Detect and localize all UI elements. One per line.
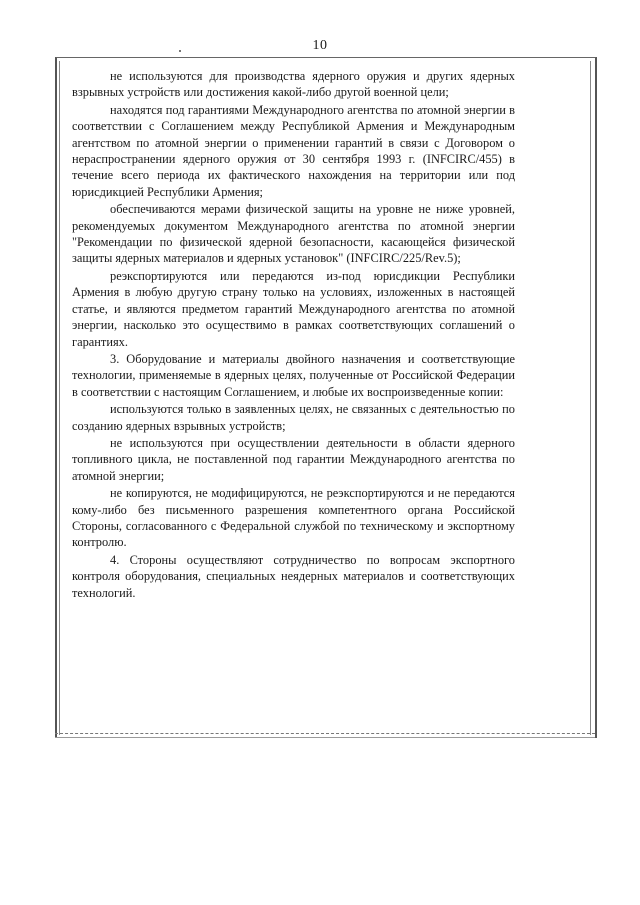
page-number: 10	[312, 38, 328, 53]
paragraph-reexport-conditions: реэкспортируются или передаются из-под юрисдикции Республики Армения в любую другую страну только на условиях, изложенных в настоящей статье, и являются предметом гарантий Международного агентства по атомной энергии, насколько это осуществимо в рамках соответствующих соглашений о гарантиях.	[72, 268, 515, 349]
paragraph-weapons-exclusion: не используются для производства ядерного оружия и других ядерных взрывных устройств или достижения какой-либо другой военной цели;	[72, 69, 515, 100]
page-frame-bottom-line	[55, 737, 595, 738]
paragraph-declared-purposes: используются только в заявленных целях, не связанных с деятельностью по созданию ядерных взрывных устройств;	[72, 402, 515, 433]
page-frame-bottom	[55, 733, 595, 734]
scan-mark	[179, 50, 181, 52]
paragraph-section-3: 3. Оборудование и материалы двойного назначения и соответствующие технологии, применяемые в ядерных целях, полученные от Российской Федерации в соответствии с настоящим Соглашением, и любые их воспроизведенные копии:	[72, 351, 515, 399]
document-body	[72, 68, 515, 602]
paragraph-section-4: 4. Стороны осуществляют сотрудничество по вопросам экспортного контроля оборудования, специальных неядерных материалов и соответствующих технологий.	[72, 552, 515, 600]
paragraph-no-copying: не копируются, не модифицируются, не реэкспортируются и не передаются кому-либо без письменного разрешения компетентного органа Российской Стороны, согласованного с Федеральной службой по техническому и экспортному контролю.	[72, 486, 515, 550]
paragraph-iaea-safeguards: находятся под гарантиями Международного агентства по атомной энергии в соответствии с Соглашением между Республикой Армения и Международным агентством по атомной энергии о применении гарантий в связи с Договором о нераспространении ядерного оружия от 30 сентября 1993 г. (INFCIRC/455) в течение всего периода их фактического нахождения на территории или под юрисдикцией Республики Армения;	[72, 102, 515, 199]
paragraph-physical-protection: обеспечиваются мерами физической защиты на уровне не ниже уровней, рекомендуемых документом Международного агентства по атомной энергии "Рекомендации по физической ядерной безопасности, касающейся физической защиты ядерных материалов и ядерных установок" (INFCIRC/225/Rev.5);	[72, 202, 515, 266]
paragraph-fuel-cycle: не используются при осуществлении деятельности в области ядерного топливного цикла, не поставленной под гарантии Международного агентства по атомной энергии;	[72, 435, 515, 483]
